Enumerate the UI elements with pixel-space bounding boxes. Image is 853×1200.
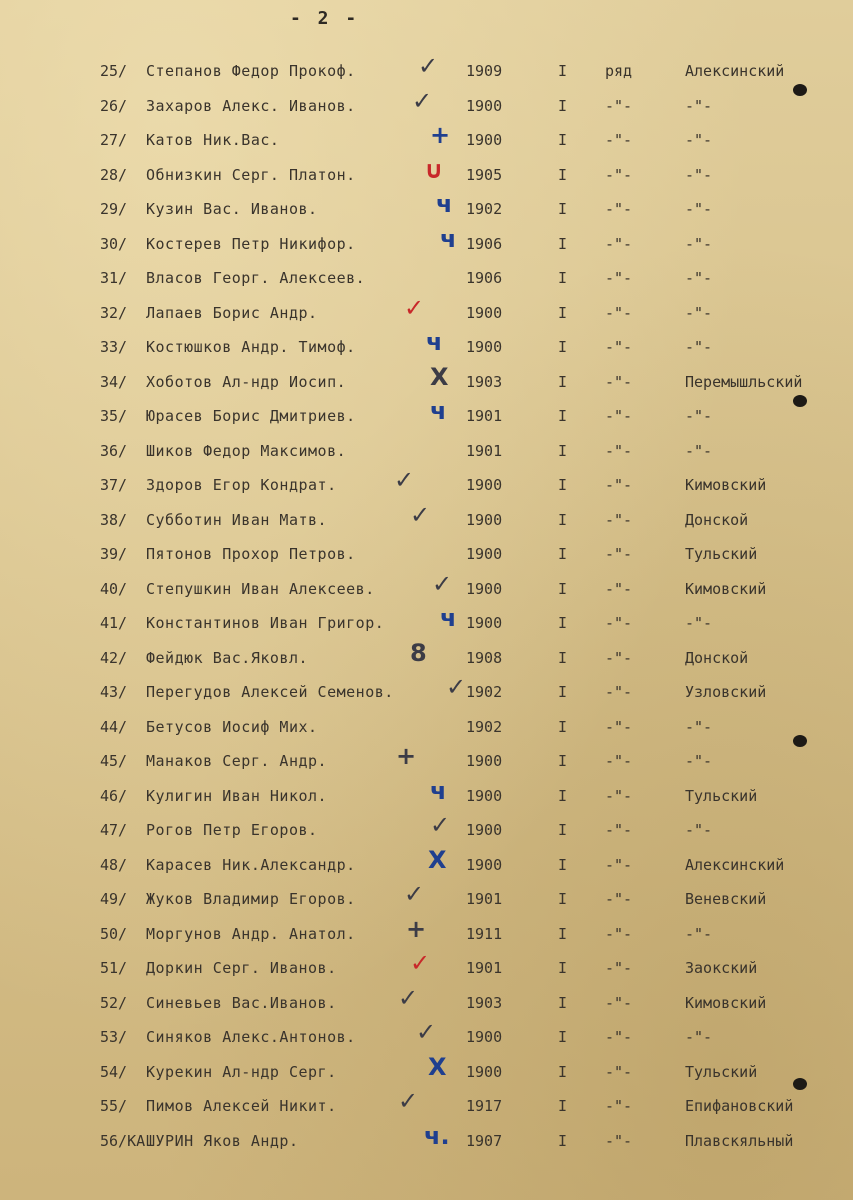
person-name: Синевьев Вас.Иванов.	[146, 993, 337, 1012]
row-number: 50/	[100, 924, 128, 943]
handwritten-mark: ✓	[404, 880, 425, 908]
rank: I	[558, 200, 568, 218]
category: -"-	[605, 855, 633, 874]
row-number: 37/	[100, 476, 128, 494]
list-row	[0, 399, 853, 434]
handwritten-mark: ✓	[432, 569, 453, 598]
category: -"-	[605, 579, 633, 598]
person-name: Кулигин Иван Никол.	[146, 786, 328, 805]
birth-year: 1907	[466, 1131, 503, 1150]
rank: I	[558, 648, 568, 667]
handwritten-mark: ✓	[404, 293, 425, 322]
handwritten-mark: ✓	[410, 500, 431, 529]
birth-year: 1900	[466, 1028, 503, 1046]
row-number: 26/	[100, 96, 128, 115]
district: -"-	[685, 752, 713, 770]
list-row	[0, 1121, 853, 1159]
category: -"-	[605, 648, 633, 667]
birth-year: 1902	[466, 683, 503, 701]
list-row	[0, 914, 853, 952]
row-number: 30/	[100, 234, 128, 253]
category: -"-	[605, 924, 633, 943]
row-number: 52/	[100, 993, 128, 1012]
row-number: 49/	[100, 890, 128, 908]
birth-year: 1901	[466, 959, 503, 977]
category: -"-	[605, 200, 633, 218]
handwritten-mark: X	[428, 1052, 447, 1081]
rank: I	[558, 96, 568, 115]
district: -"-	[685, 200, 713, 218]
district: Перемышльский	[685, 372, 803, 391]
person-name: Костерев Петр Никифор.	[146, 234, 356, 253]
punch-hole	[793, 395, 807, 407]
birth-year: 1917	[466, 1097, 503, 1115]
person-name: Бетусов Иосиф Мих.	[146, 717, 318, 736]
person-name: Фейдюк Вас.Яковл.	[146, 648, 309, 667]
birth-year: 1900	[466, 303, 503, 322]
row-number: 46/	[100, 786, 128, 805]
category: -"-	[605, 1131, 633, 1150]
rank: I	[558, 579, 568, 598]
district: -"-	[685, 821, 713, 839]
person-name: Лапаев Борис Андр.	[146, 303, 318, 322]
list-row	[0, 882, 853, 917]
list-row	[0, 86, 853, 124]
row-number: 31/	[100, 269, 128, 287]
rank: I	[558, 1062, 568, 1081]
category: -"-	[605, 234, 633, 253]
birth-year: 1900	[466, 131, 503, 149]
person-name: Юрасев Борис Дмитриев.	[146, 407, 356, 425]
list-row	[0, 468, 853, 503]
row-number: 47/	[100, 821, 128, 839]
row-number: 29/	[100, 200, 128, 218]
person-name: Доркин Серг. Иванов.	[146, 959, 337, 977]
list-row	[0, 293, 853, 331]
rank: I	[558, 131, 568, 149]
row-number: 25/	[100, 62, 128, 80]
row-number: 39/	[100, 545, 128, 563]
birth-year: 1903	[466, 372, 503, 391]
handwritten-mark: ∪	[424, 155, 444, 184]
district: Кимовский	[685, 476, 767, 494]
district: Тульский	[685, 786, 758, 805]
handwritten-mark: ч	[430, 397, 447, 425]
handwritten-mark: ✓	[446, 673, 467, 701]
district: -"-	[685, 1028, 713, 1046]
handwritten-mark: ч	[440, 224, 457, 253]
row-number: 35/	[100, 407, 128, 425]
list-row	[0, 606, 853, 641]
person-name: Субботин Иван Матв.	[146, 510, 328, 529]
person-name: Степанов Федор Прокоф.	[146, 62, 356, 80]
person-name: Хоботов Ал-ндр Иосип.	[146, 372, 347, 391]
district: -"-	[685, 338, 713, 356]
list-row	[0, 845, 853, 883]
rank: I	[558, 717, 568, 736]
row-number: 36/	[100, 441, 128, 460]
punch-hole	[793, 1078, 807, 1090]
handwritten-mark: +	[396, 742, 417, 770]
birth-year: 1903	[466, 993, 503, 1012]
rank: I	[558, 752, 568, 770]
list-row	[0, 951, 853, 986]
category: -"-	[605, 614, 633, 632]
category: -"-	[605, 545, 633, 563]
district: -"-	[685, 234, 713, 253]
row-number: 48/	[100, 855, 128, 874]
district: Алексинский	[685, 855, 785, 874]
district: -"-	[685, 407, 713, 425]
category: -"-	[605, 441, 633, 460]
birth-year: 1900	[466, 614, 503, 632]
person-name: Шиков Федор Максимов.	[146, 441, 347, 460]
list-row	[0, 434, 853, 469]
person-name: Захаров Алекс. Иванов.	[146, 96, 356, 115]
category: -"-	[605, 303, 633, 322]
category: -"-	[605, 338, 633, 356]
row-number: 51/	[100, 959, 128, 977]
birth-year: 1906	[466, 234, 503, 253]
birth-year: 1900	[466, 821, 503, 839]
birth-year: 1908	[466, 648, 503, 667]
list-row	[0, 362, 853, 400]
rank: I	[558, 1131, 568, 1150]
person-name: Обнизкин Серг. Платон.	[146, 165, 356, 184]
district: -"-	[685, 924, 713, 943]
district: -"-	[685, 303, 713, 322]
row-number: 54/	[100, 1062, 128, 1081]
category: -"-	[605, 269, 633, 287]
row-number: 38/	[100, 510, 128, 529]
person-name: Костюшков Андр. Тимоф.	[146, 338, 356, 356]
district: -"-	[685, 96, 713, 115]
district: -"-	[685, 131, 713, 149]
personnel-list	[0, 54, 853, 1158]
category: -"-	[605, 510, 633, 529]
birth-year: 1902	[466, 200, 503, 218]
rank: I	[558, 338, 568, 356]
rank: I	[558, 1028, 568, 1046]
handwritten-mark: +	[406, 914, 427, 943]
handwritten-mark: X	[428, 845, 447, 874]
birth-year: 1902	[466, 717, 503, 736]
handwritten-mark: X	[430, 362, 449, 391]
category: -"-	[605, 752, 633, 770]
list-row	[0, 192, 853, 227]
category: -"-	[605, 96, 633, 115]
person-name: ШУРИН Яков Андр.	[146, 1131, 299, 1150]
handwritten-mark: +	[430, 121, 451, 149]
list-row	[0, 744, 853, 779]
birth-year: 1901	[466, 441, 503, 460]
person-name: Синяков Алекс.Антонов.	[146, 1028, 356, 1046]
district: -"-	[685, 717, 713, 736]
birth-year: 1900	[466, 545, 503, 563]
rank: I	[558, 1097, 568, 1115]
row-number: 43/	[100, 683, 128, 701]
rank: I	[558, 993, 568, 1012]
list-row	[0, 500, 853, 538]
list-row	[0, 1020, 853, 1055]
rank: I	[558, 62, 568, 80]
rank: I	[558, 303, 568, 322]
rank: I	[558, 269, 568, 287]
list-row	[0, 710, 853, 745]
list-row	[0, 638, 853, 676]
category: -"-	[605, 372, 633, 391]
district: Донской	[685, 648, 749, 667]
handwritten-mark: 8	[410, 638, 427, 667]
birth-year: 1900	[466, 1062, 503, 1081]
list-row	[0, 675, 853, 710]
handwritten-mark: ✓	[394, 466, 415, 494]
person-name: Пятонов Прохор Петров.	[146, 545, 356, 563]
person-name: Перегудов Алексей Семенов.	[146, 683, 394, 701]
handwritten-mark: ✓	[398, 1087, 419, 1115]
category: -"-	[605, 683, 633, 701]
district: -"-	[685, 269, 713, 287]
district: Кимовский	[685, 993, 767, 1012]
row-number: 53/	[100, 1028, 128, 1046]
category: -"-	[605, 959, 633, 977]
district: -"-	[685, 441, 713, 460]
birth-year: 1900	[466, 786, 503, 805]
birth-year: 1911	[466, 924, 503, 943]
person-name: Здоров Егор Кондрат.	[146, 476, 337, 494]
rank: I	[558, 924, 568, 943]
rank: I	[558, 545, 568, 563]
row-number: 55/	[100, 1097, 128, 1115]
punch-hole	[793, 84, 807, 96]
category: -"-	[605, 717, 633, 736]
birth-year: 1900	[466, 752, 503, 770]
rank: I	[558, 476, 568, 494]
list-row	[0, 569, 853, 607]
row-number: 41/	[100, 614, 128, 632]
birth-year: 1901	[466, 407, 503, 425]
category: -"-	[605, 786, 633, 805]
list-row	[0, 224, 853, 262]
handwritten-mark: ч	[440, 604, 457, 632]
handwritten-mark: ✓	[412, 86, 433, 115]
birth-year: 1900	[466, 855, 503, 874]
handwritten-mark: ч	[426, 328, 443, 356]
punch-hole	[793, 735, 807, 747]
district: -"-	[685, 165, 713, 184]
list-row	[0, 261, 853, 296]
handwritten-mark: ✓	[418, 52, 439, 80]
person-name: Рогов Петр Егоров.	[146, 821, 318, 839]
handwritten-mark: ✓	[416, 1018, 437, 1046]
handwritten-mark: ч.	[424, 1121, 450, 1150]
row-number: 28/	[100, 165, 128, 184]
person-name: Степушкин Иван Алексеев.	[146, 579, 375, 598]
district: Плавскяльный	[685, 1131, 794, 1150]
row-number: 56/КА	[100, 1131, 146, 1150]
row-number: 44/	[100, 717, 128, 736]
row-number: 45/	[100, 752, 128, 770]
rank: I	[558, 821, 568, 839]
list-row	[0, 983, 853, 1021]
list-row	[0, 123, 853, 158]
category: -"-	[605, 890, 633, 908]
birth-year: 1905	[466, 165, 503, 184]
category: -"-	[605, 131, 633, 149]
district: Узловский	[685, 683, 767, 701]
rank: I	[558, 959, 568, 977]
list-row	[0, 776, 853, 814]
category: -"-	[605, 1062, 633, 1081]
category: -"-	[605, 821, 633, 839]
district: Кимовский	[685, 579, 767, 598]
list-row	[0, 1089, 853, 1124]
person-name: Катов Ник.Вас.	[146, 131, 280, 149]
row-number: 32/	[100, 303, 128, 322]
category: ряд	[605, 62, 633, 80]
birth-year: 1900	[466, 338, 503, 356]
category: -"-	[605, 1028, 633, 1046]
page-number: - 2 -	[290, 8, 360, 29]
list-row	[0, 813, 853, 848]
rank: I	[558, 407, 568, 425]
category: -"-	[605, 993, 633, 1012]
person-name: Курекин Ал-ндр Серг.	[146, 1062, 337, 1081]
district: Алексинский	[685, 62, 785, 80]
rank: I	[558, 441, 568, 460]
rank: I	[558, 234, 568, 253]
category: -"-	[605, 165, 633, 184]
district: Заокский	[685, 959, 758, 977]
person-name: Манаков Серг. Андр.	[146, 752, 328, 770]
rank: I	[558, 890, 568, 908]
birth-year: 1900	[466, 579, 503, 598]
row-number: 33/	[100, 338, 128, 356]
rank: I	[558, 510, 568, 529]
district: Донской	[685, 510, 749, 529]
handwritten-mark: ✓	[398, 983, 419, 1012]
district: -"-	[685, 614, 713, 632]
handwritten-mark: ч	[430, 776, 447, 805]
rank: I	[558, 786, 568, 805]
rank: I	[558, 683, 568, 701]
list-row	[0, 54, 853, 89]
district: Епифановский	[685, 1097, 794, 1115]
district: Веневский	[685, 890, 767, 908]
person-name: Константинов Иван Григор.	[146, 614, 385, 632]
row-number: 34/	[100, 372, 128, 391]
rank: I	[558, 165, 568, 184]
row-number: 40/	[100, 579, 128, 598]
person-name: Кузин Вас. Иванов.	[146, 200, 318, 218]
person-name: Жуков Владимир Егоров.	[146, 890, 356, 908]
birth-year: 1900	[466, 476, 503, 494]
birth-year: 1906	[466, 269, 503, 287]
person-name: Моргунов Андр. Анатол.	[146, 924, 356, 943]
rank: I	[558, 614, 568, 632]
birth-year: 1901	[466, 890, 503, 908]
district: Тульский	[685, 1062, 758, 1081]
person-name: Карасев Ник.Александр.	[146, 855, 356, 874]
district: Тульский	[685, 545, 758, 563]
rank: I	[558, 372, 568, 391]
birth-year: 1900	[466, 510, 503, 529]
row-number: 27/	[100, 131, 128, 149]
list-row	[0, 1052, 853, 1090]
category: -"-	[605, 1097, 633, 1115]
handwritten-mark: ✓	[410, 949, 431, 977]
row-number: 42/	[100, 648, 128, 667]
handwritten-mark: ч	[436, 190, 453, 218]
person-name: Пимов Алексей Никит.	[146, 1097, 337, 1115]
list-row	[0, 155, 853, 193]
list-row	[0, 537, 853, 572]
list-row	[0, 330, 853, 365]
person-name: Власов Георг. Алексеев.	[146, 269, 366, 287]
category: -"-	[605, 476, 633, 494]
birth-year: 1900	[466, 96, 503, 115]
category: -"-	[605, 407, 633, 425]
rank: I	[558, 855, 568, 874]
handwritten-mark: ✓	[430, 811, 451, 839]
birth-year: 1909	[466, 62, 503, 80]
